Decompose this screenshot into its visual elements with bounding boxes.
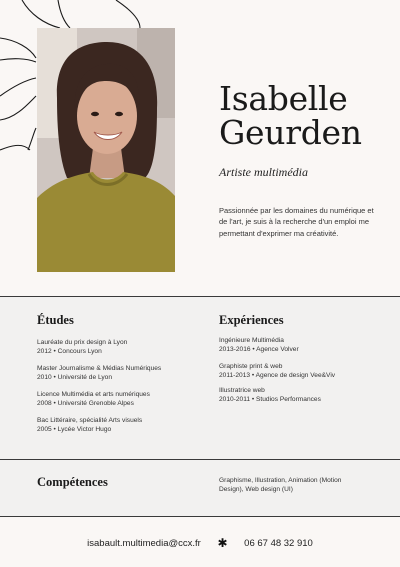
education-heading: Études (37, 313, 74, 327)
experience-item: Illustratrice web 2010-2011 • Studios Performances (219, 387, 321, 404)
education-item: Bac Littéraire, spécialité Arts visuels 2005 • Lycée Victor Hugo (37, 417, 143, 434)
last-name: Geurden (219, 113, 362, 152)
candidate-name (219, 79, 362, 152)
experience-item: Graphiste print & web 2011-2013 • Agence de design Vee&Viv (219, 363, 336, 380)
phone-number[interactable]: 06 67 48 32 910 (244, 537, 313, 549)
asterisk-separator-icon: ✱ (217, 536, 228, 550)
intro-paragraph: Passionnée par les domaines du numérique et de l'art, je suis à la recherche d'un emploi me permettant d'exprimer ma créativité. (219, 206, 374, 238)
skills-text: Graphisme, Illustration, Animation (Motion Design), Web design (UI) (219, 477, 342, 494)
contact-row (0, 536, 400, 550)
experience-item: Ingénieure Multimédia 2013-2016 • Agence Volver (219, 337, 299, 354)
job-title: Artiste multimédia (219, 165, 308, 179)
email-link[interactable]: isabault.multimedia@ccx.fr (87, 537, 201, 549)
education-item: Master Journalisme & Médias Numériques 2010 • Université de Lyon (37, 365, 162, 382)
skills-heading: Compétences (37, 475, 108, 489)
first-name: Isabelle (219, 79, 348, 118)
experience-heading: Expériences (219, 313, 284, 327)
education-item: Lauréate du prix design à Lyon 2012 • Concours Lyon (37, 339, 128, 356)
portrait-photo (37, 28, 175, 272)
education-item: Licence Multimédia et arts numériques 2008 • Université Grenoble Alpes (37, 391, 150, 408)
